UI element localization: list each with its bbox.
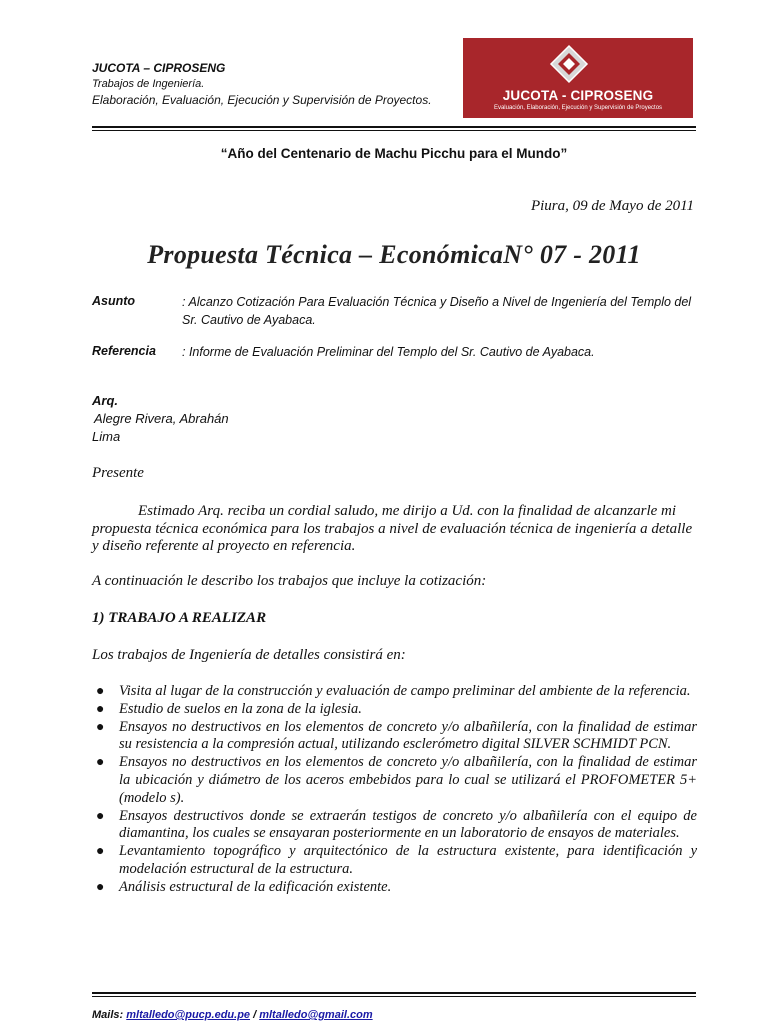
- email-link-gmail[interactable]: mltalledo@gmail.com: [259, 1009, 373, 1021]
- footer-rule-bottom: [92, 996, 696, 997]
- section-heading: 1) TRABAJO A REALIZAR: [92, 610, 267, 626]
- bullet-icon: ●: [96, 879, 105, 895]
- bullet-icon: ●: [96, 719, 105, 735]
- subject-value: : Alcanzo Cotización Para Evaluación Técnica y Diseño a Nivel de Ingeniería del Templo del Sr. Cautivo de Ayabaca.: [182, 295, 692, 327]
- works-detail-paragraph: Los trabajos de Ingeniería de detalles consistirá en:: [92, 647, 406, 663]
- mails-label: Mails:: [92, 1009, 127, 1021]
- bullet-icon: ●: [96, 755, 105, 771]
- works-intro-paragraph: A continuación le describo los trabajos que incluye la cotización:: [92, 573, 487, 589]
- bullet-icon: ●: [96, 684, 105, 699]
- bullet-icon: ●: [96, 701, 105, 717]
- works-list: [92, 683, 697, 897]
- mail-separator: /: [250, 1009, 260, 1021]
- recipient-name: Alegre Rivera, Abrahán: [94, 411, 229, 426]
- list-item: ● Ensayos no destructivos en los elementos de concreto y/o albañilería, con la finalidad de estimar su resistencia a la compresión actual, utilizando esclerómetro digital SILVER SCHMIDT PCN.: [96, 718, 697, 753]
- recipient-city: Lima: [92, 429, 121, 444]
- document-date: Piura, 09 de Mayo de 2011: [530, 198, 694, 214]
- document-title: Propuesta Técnica – EconómicaN° 07 - 2011: [147, 240, 641, 269]
- subject-label: Asunto: [92, 294, 136, 308]
- reference-value: : Informe de Evaluación Preliminar del Templo del Sr. Cautivo de Ayabaca.: [182, 345, 595, 359]
- header-rule-top: [92, 126, 696, 128]
- company-line-2: Elaboración, Evaluación, Ejecución y Supervisión de Proyectos.: [92, 93, 432, 107]
- year-motto: “Año del Centenario de Machu Picchu para el Mundo”: [220, 146, 568, 161]
- greeting-presente: Presente: [92, 465, 144, 481]
- company-name: JUCOTA – CIPROSENG: [92, 61, 226, 75]
- footer-rule-top: [92, 992, 696, 994]
- company-logo: [463, 38, 693, 118]
- list-item: ● Ensayos destructivos donde se extraerán testigos de concreto y/o albañilería con el equipo de diamantina, los cuales se ensayaran posteriormente en un laboratorio de ensayos de materiales.: [96, 807, 697, 842]
- list-item: ● Análisis estructural de la edificación existente.: [96, 878, 392, 895]
- logo-tagline: Evaluación, Elaboración, Ejecución y Supervisión de Proyectos: [493, 105, 663, 111]
- list-item: ● Visita al lugar de la construcción y evaluación de campo preliminar del ambiente de la referencia.: [96, 683, 691, 699]
- list-item: ● Estudio de suelos en la zona de la iglesia.: [96, 700, 362, 717]
- company-line-1: Trabajos de Ingeniería.: [92, 78, 205, 90]
- email-link-pucp[interactable]: mltalledo@pucp.edu.pe: [126, 1009, 251, 1021]
- bullet-icon: ●: [96, 844, 105, 860]
- intro-paragraph: Estimado Arq. reciba un cordial saludo, me dirijo a Ud. con la finalidad de alcanzarle mi propuesta técnica económica para los trabajos a nivel de evaluación técnica de ingeniería a detalle y diseño referente al proyecto en referencia.: [92, 503, 693, 554]
- recipient-title: Arq.: [92, 393, 118, 408]
- logo-emblem-icon: [549, 44, 589, 84]
- bullet-icon: ●: [96, 808, 105, 824]
- logo-name: JUCOTA - CIPROSENG: [502, 88, 654, 103]
- list-item: ● Ensayos no destructivos en los elementos de concreto y/o albañilería, con la finalidad de estimar la ubicación y diámetro de los aceros embebidos para lo cual se utilizará el PROFOMETER 5+ (modelo s).: [96, 754, 697, 806]
- reference-label: Referencia: [92, 344, 156, 358]
- footer-mails: [92, 1009, 373, 1021]
- header-rule-bottom: [92, 130, 696, 131]
- list-item: ● Levantamiento topográfico y arquitectónico de la estructura existente, para identificación y modelación estructural de la estructura.: [96, 843, 697, 877]
